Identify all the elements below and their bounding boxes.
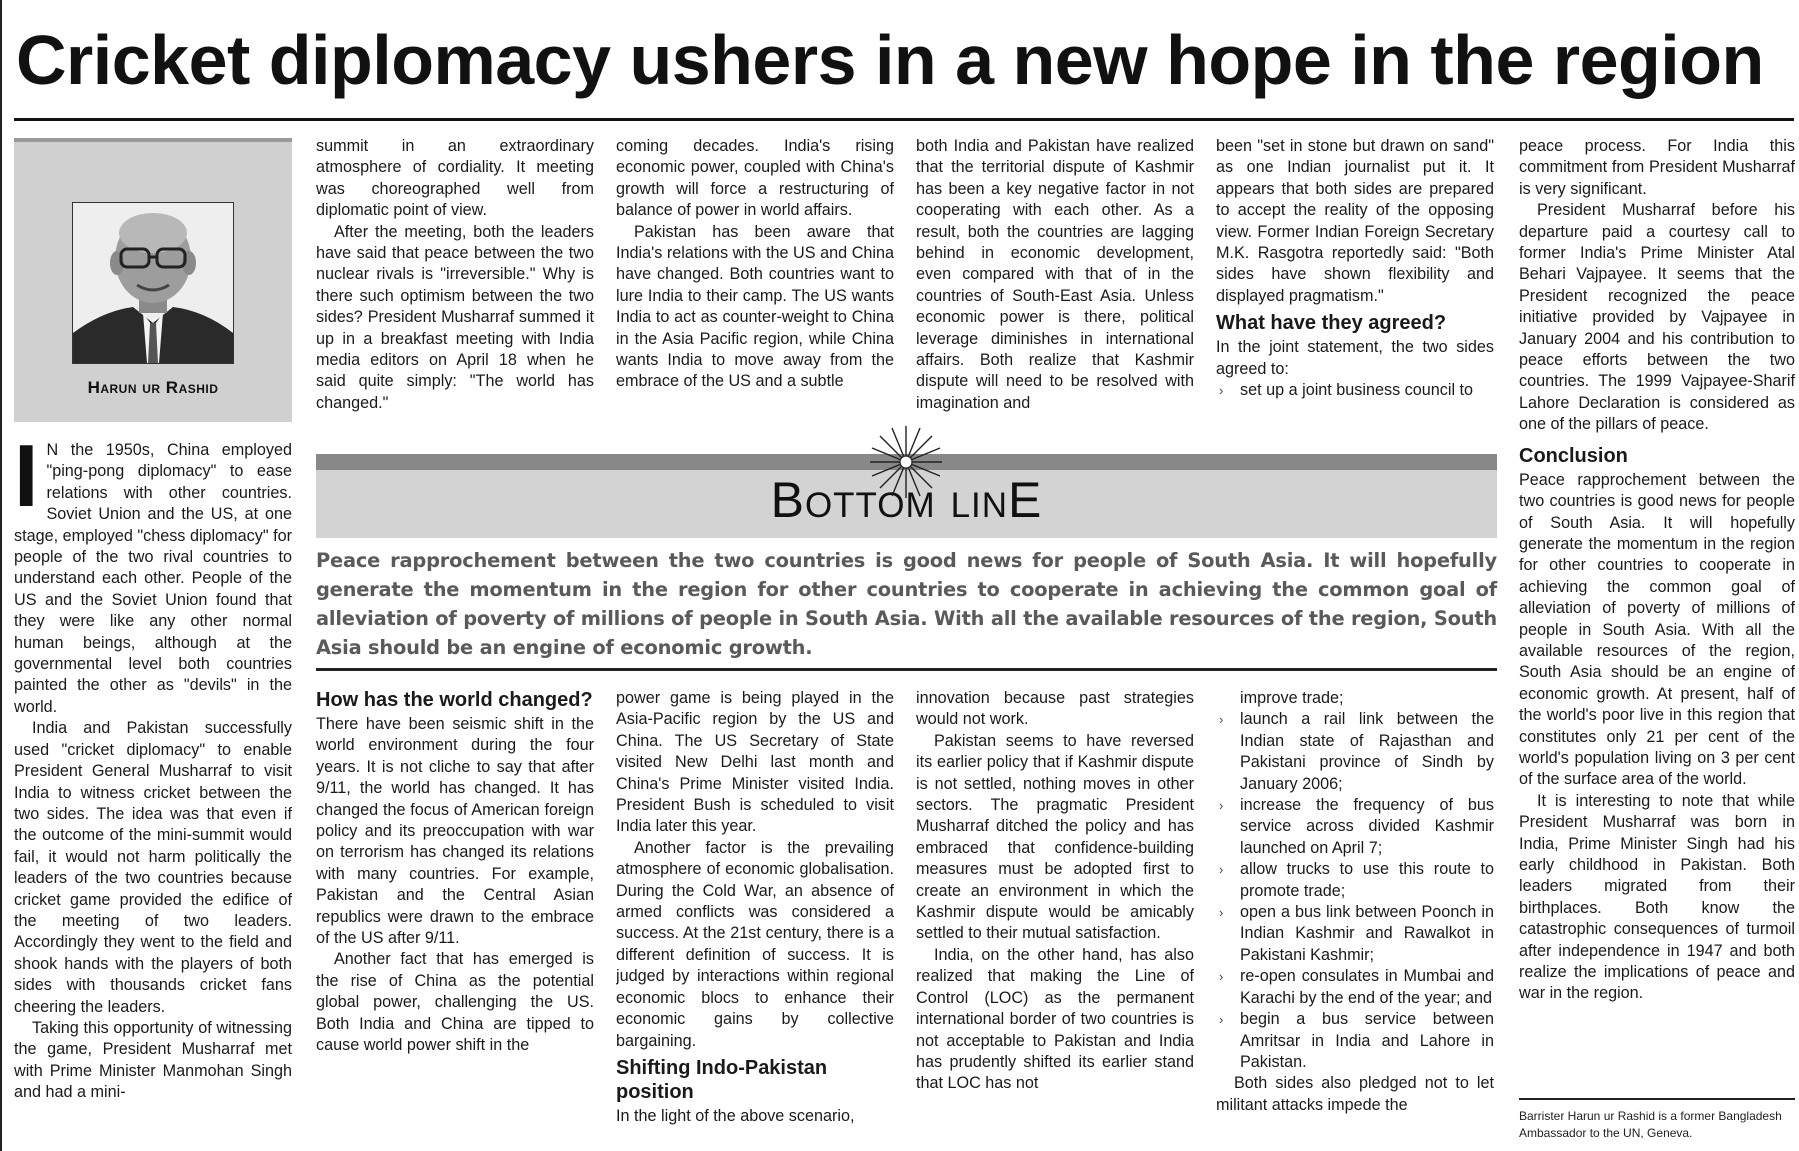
- list-item: › open a bus link between Poonch in Indian Kashmir and Rawalkot in Pakistani Kashmir;: [1219, 903, 1494, 964]
- paragraph: power game is being played in the Asia-Pacific region by the US and China. The US Secretary of State visited New Delhi last month and China's Prime Minister visited India. President Bush is scheduled to visit India later this year.: [616, 689, 894, 836]
- column-2-top: [316, 136, 594, 436]
- bullet-arrow-icon: ›: [1219, 383, 1224, 399]
- paragraph: After the meeting, both the leaders have said that peace between the two nuclear rivals is "irreversible." Why is there such optimism between the two sides? President Musharraf summed it up in a breakfast meeting with India media editors on April 18 when he said quite simply: "The world has changed.": [316, 222, 594, 412]
- paragraph: both India and Pakistan have realized that the territorial dispute of Kashmir has been a key negative factor in not cooperating with each other. As a result, both the countries are lagging behind in economic development, even compared with that of in the countries of South-East Asia. Unless economic power is there, political leverage diminishes in international affairs. Both realize that Kashmir dispute will need to be resolved with imagination and: [916, 137, 1194, 412]
- headline: Cricket diplomacy ushers in a new hope in the region: [16, 21, 1764, 99]
- paragraph: President Musharraf before his departure paid a courtesy call to former India's Prime Minister Atal Behari Vajpayee. It seems that the President recognized the peace initiative provided by Vajpayee in January 2004 and his contribution to peace efforts between the two countries. The 1999 Vajpayee-Sharif Lahore Declaration is considered as one of the pillars of peace.: [1519, 201, 1795, 434]
- subheading-conclusion: Conclusion: [1519, 444, 1628, 467]
- paragraph: Taking this opportunity of witnessing the game, President Musharraf met with Prime Minister Manmohan Singh and had a mini-: [14, 1018, 292, 1102]
- bullet-arrow-icon: ›: [1219, 969, 1224, 985]
- paragraph: It is interesting to note that while President Musharraf was born in India, Prime Minister Singh had his early childhood in Pakistan. Both leaders migrated from their birthplaces. Both know the catastrophic consequences of turmoil after independence in 1947 and both realize the implications of peace and war in the region.: [1519, 791, 1795, 1003]
- column-5-bottom: [1216, 688, 1494, 1150]
- page-left-border: [0, 0, 2, 1151]
- column-5-top: [1216, 136, 1494, 436]
- list-item: › set up a joint business council to: [1216, 380, 1494, 401]
- subheading-shifting: Shifting Indo-Pakistan position: [616, 1056, 828, 1103]
- author-bio: Barrister Harun ur Rashid is a former Bangladesh Ambassador to the UN, Geneva.: [1519, 1109, 1782, 1140]
- bullet-arrow-icon: ›: [1219, 1012, 1224, 1028]
- column-1: [14, 440, 292, 1150]
- column-6: [1519, 136, 1795, 1096]
- paragraph: Peace rapprochement between the two countries is good news for people of South Asia. It will hopefully generate the momentum in the region for other countries to cooperate in achieving the common goal of alleviation of poverty of millions of people in South Asia. With all the available resources of the region, South Asia should be an engine of economic growth. At present, half of the world's poor live in this region that constitutes only 21 per cent of the world's population living on 3 per cent of the surface area of the world.: [1519, 470, 1795, 789]
- paragraph: Another factor is the prevailing atmosphere of economic globalisation. During the Cold War, an absence of armed conflicts was considered a success. At the 21st century, there is a different definition of success. It is judged by interactions within regional economic blocs to enhance their economic gains by collective bargaining.: [616, 838, 894, 1050]
- paragraph: coming decades. India's rising economic power, coupled with China's growth will force a restructuring of balance of power in world affairs.: [616, 137, 894, 220]
- paragraph: Pakistan has been aware that India's relations with the US and China have changed. Both countries want to lure India to their camp. The US wants India to act as counter-weight to China in the Asia Pacific region, while China wants India to move away from the embrace of the US and a subtle: [616, 222, 894, 391]
- list-item: › begin a bus service between Amritsar in India and Lahore in Pakistan.: [1219, 1010, 1494, 1071]
- paragraph: Another fact that has emerged is the rise of China as the potential global power, challenging the US. Both India and China are tipped to cause world power shift in the: [316, 950, 594, 1055]
- bottom-line-rule: [316, 668, 1497, 671]
- paragraph: innovation because past strategies would not work.: [916, 689, 1194, 729]
- list-item: › allow trucks to use this route to promote trade;: [1219, 860, 1494, 900]
- subheading-world-changed: How has the world changed?: [316, 689, 593, 711]
- paragraph: summit in an extraordinary atmosphere of cordiality. It meeting was choreographed well from diplomatic point of view.: [316, 137, 594, 220]
- bullet-arrow-icon: ›: [1219, 798, 1224, 814]
- headline-rule: [14, 118, 1794, 121]
- subheading-agreed: What have they agreed?: [1216, 312, 1447, 335]
- column-2-bottom: [316, 688, 594, 1150]
- paragraph: There have been seismic shift in the world environment during the four years. It is not cliche to say that after 9/11, the world has changed. It has changed the focus of American foreign policy and its preoccupation with war on terrorism has changed its relations with many countries. For example, Pakistan and the Central Asian republics were drawn to the embrace of the US after 9/11.: [316, 715, 594, 948]
- bottom-line-title: Bottom linE: [770, 472, 1043, 528]
- column-4-top: [916, 136, 1194, 436]
- agreement-list: [1216, 380, 1494, 401]
- paragraph: been "set in stone but drawn on sand" as one Indian journalist put it. It appears that both sides are prepared to accept the reality of the opposing view. Former Indian Foreign Secretary M.K. Rasgotra reportedly said: "Both sides have shown flexibility and displayed pragmatism.": [1216, 137, 1494, 305]
- list-item: › re-open consulates in Mumbai and Karachi by the end of the year; and: [1219, 967, 1494, 1007]
- bottom-line-quote: Peace rapprochement between the two countries is good news for people of South Asia. It will hopefully generate the momentum in the region for other countries to cooperate in achieving the common goal of alleviation of poverty of millions of people in South Asia. With all the available resources of the region, South Asia should be an engine of economic growth.: [316, 549, 1497, 659]
- dropcap: I: [14, 440, 39, 525]
- column-3-bottom: [616, 688, 894, 1150]
- paragraph: In the joint statement, the two sides agreed to:: [1216, 338, 1494, 378]
- intro-paragraph: I N the 1950s, China employed "ping-pong diplomacy" to ease relations with other countries. Soviet Union and the US, at one stage, employed "chess diplomacy" for people of the two rival countries to understand each other. People of the US and the Soviet Union found that they were like any other normal human beings, although at the governmental level both countries painted the other as "devils" in the world.: [14, 440, 292, 716]
- bullet-arrow-icon: ›: [1219, 712, 1224, 728]
- agreement-list: [1216, 709, 1494, 1073]
- paragraph: India, on the other hand, has also realized that making the Line of Control (LOC) as the permanent international border of two countries is not acceptable to Pakistan and India has prudently shifted its earlier stand that LOC has not: [916, 945, 1194, 1093]
- bullet-arrow-icon: ›: [1219, 862, 1224, 878]
- paragraph: In the light of the above scenario,: [616, 1106, 855, 1125]
- column-4-bottom: [916, 688, 1194, 1150]
- bio-rule: [1519, 1098, 1795, 1100]
- column-3-top: [616, 136, 894, 436]
- author-photo: [72, 202, 234, 364]
- paragraph: Both sides also pledged not to let militant attacks impede the: [1216, 1074, 1494, 1114]
- list-item: › launch a rail link between the Indian state of Rajasthan and Pakistani province of Sindh by January 2006;: [1219, 710, 1494, 793]
- author-portrait-icon: [73, 203, 233, 363]
- list-item: › increase the frequency of bus service across divided Kashmir launched on April 7;: [1219, 796, 1494, 857]
- paragraph: peace process. For India this commitment from President Musharraf is very significant.: [1519, 137, 1795, 198]
- bullet-arrow-icon: ›: [1219, 905, 1224, 921]
- author-name: Harun ur Rashid: [87, 378, 219, 397]
- paragraph: India and Pakistan successfully used "cricket diplomacy" to enable President General Musharraf to visit India to witness cricket between the two sides. The idea was that even if the outcome of the mini-summit would fail, it would not harm politically the leaders of the two countries because cricket game provided the edifice of the meeting of two leaders. Accordingly they went to the field and shook hands with the players of both sides with thousands cricket fans cheering the leaders.: [14, 719, 292, 1016]
- paragraph: Pakistan seems to have reversed its earlier policy that if Kashmir dispute is not settled, nothing moves in other sectors. The pragmatic President Musharraf ditched the policy and has embraced that confidence-building measures must be adopted first to create an environment in which the Kashmir dispute would be amicably settled to their mutual satisfaction.: [916, 731, 1194, 943]
- list-continuation: improve trade;: [1240, 689, 1344, 707]
- author-box: [14, 138, 292, 422]
